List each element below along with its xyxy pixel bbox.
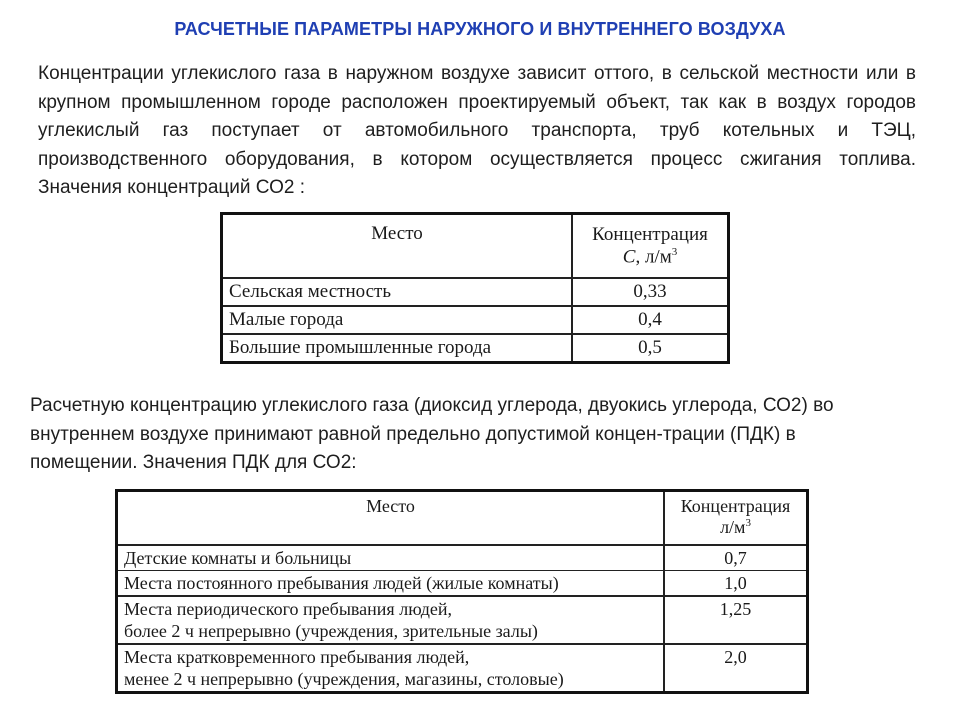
table-header-row xyxy=(222,214,729,279)
place-line: более 2 ч непрерывно (учреждения, зрительные залы) xyxy=(124,621,538,641)
header-variable: С xyxy=(622,246,636,268)
row-divider xyxy=(118,570,663,571)
place-cell xyxy=(117,545,665,596)
header-concentration-label: Концентрация xyxy=(592,223,708,245)
table-row xyxy=(117,545,808,596)
place-line: Места периодического пребывания людей, xyxy=(124,599,453,619)
value-cell: 0,5 xyxy=(572,334,729,363)
intro-paragraph: Концентрации углекислого газа в наружном воздухе зависит оттого, в сельской местности или в крупном промышленном городе расположен проектируемый объект, так как в воздух городов углекислый газ поступает от автомобильного транспорта, труб котельных и ТЭЦ, производственного оборудования, в котором осуществляется процесс сжигания топлива. Значения концентраций СО2 : xyxy=(38,63,916,199)
header-concentration-label: Концентрация xyxy=(680,496,791,516)
value-line: 1,0 xyxy=(724,573,747,593)
place-line: Детские комнаты и больницы xyxy=(124,548,352,568)
table-row xyxy=(222,278,729,306)
value-line: 0,7 xyxy=(724,548,747,568)
header-unit: л/м xyxy=(720,517,746,537)
outdoor-co2-table xyxy=(220,212,730,364)
slide-title: РАСЧЕТНЫЕ ПАРАМЕТРЫ НАРУЖНОГО И ВНУТРЕННЕГО ВОЗДУХА xyxy=(174,19,786,39)
place-line: менее 2 ч непрерывно (учреждения, магазины, столовые) xyxy=(124,669,564,689)
place-cell: Малые города xyxy=(222,306,573,334)
header-unit: , л/м xyxy=(635,246,672,268)
value-cell: 0,4 xyxy=(572,306,729,334)
column-header-concentration xyxy=(572,214,729,279)
column-header-place: Место xyxy=(117,491,665,546)
row-divider xyxy=(665,570,806,571)
column-header-concentration xyxy=(664,491,808,546)
place-line: Места кратковременного пребывания людей, xyxy=(124,647,470,667)
place-line: Места постоянного пребывания людей (жилые комнаты) xyxy=(124,573,559,593)
place-cell: Сельская местность xyxy=(222,278,573,306)
table-row xyxy=(222,306,729,334)
table-header-row xyxy=(117,491,808,546)
header-unit-exponent: 3 xyxy=(671,245,678,258)
table-row xyxy=(222,334,729,363)
value-cell: 2,0 xyxy=(664,644,808,693)
column-header-place: Место xyxy=(222,214,573,279)
header-unit-exponent: 3 xyxy=(745,517,751,529)
place-cell xyxy=(117,644,665,693)
table-row xyxy=(117,644,808,693)
value-cell xyxy=(664,545,808,596)
indoor-co2-table xyxy=(115,489,809,694)
table-row xyxy=(117,596,808,644)
value-cell: 0,33 xyxy=(572,278,729,306)
indoor-paragraph: Расчетную концентрацию углекислого газа (диоксид углерода, двуокись углерода, СО2) во внутреннем воздухе принимают равной предельно допустимой концен-трации (ПДК) в помещении. Значения ПДК для СО2: xyxy=(30,395,834,474)
value-cell: 1,25 xyxy=(664,596,808,644)
place-cell: Большие промышленные города xyxy=(222,334,573,363)
place-cell xyxy=(117,596,665,644)
